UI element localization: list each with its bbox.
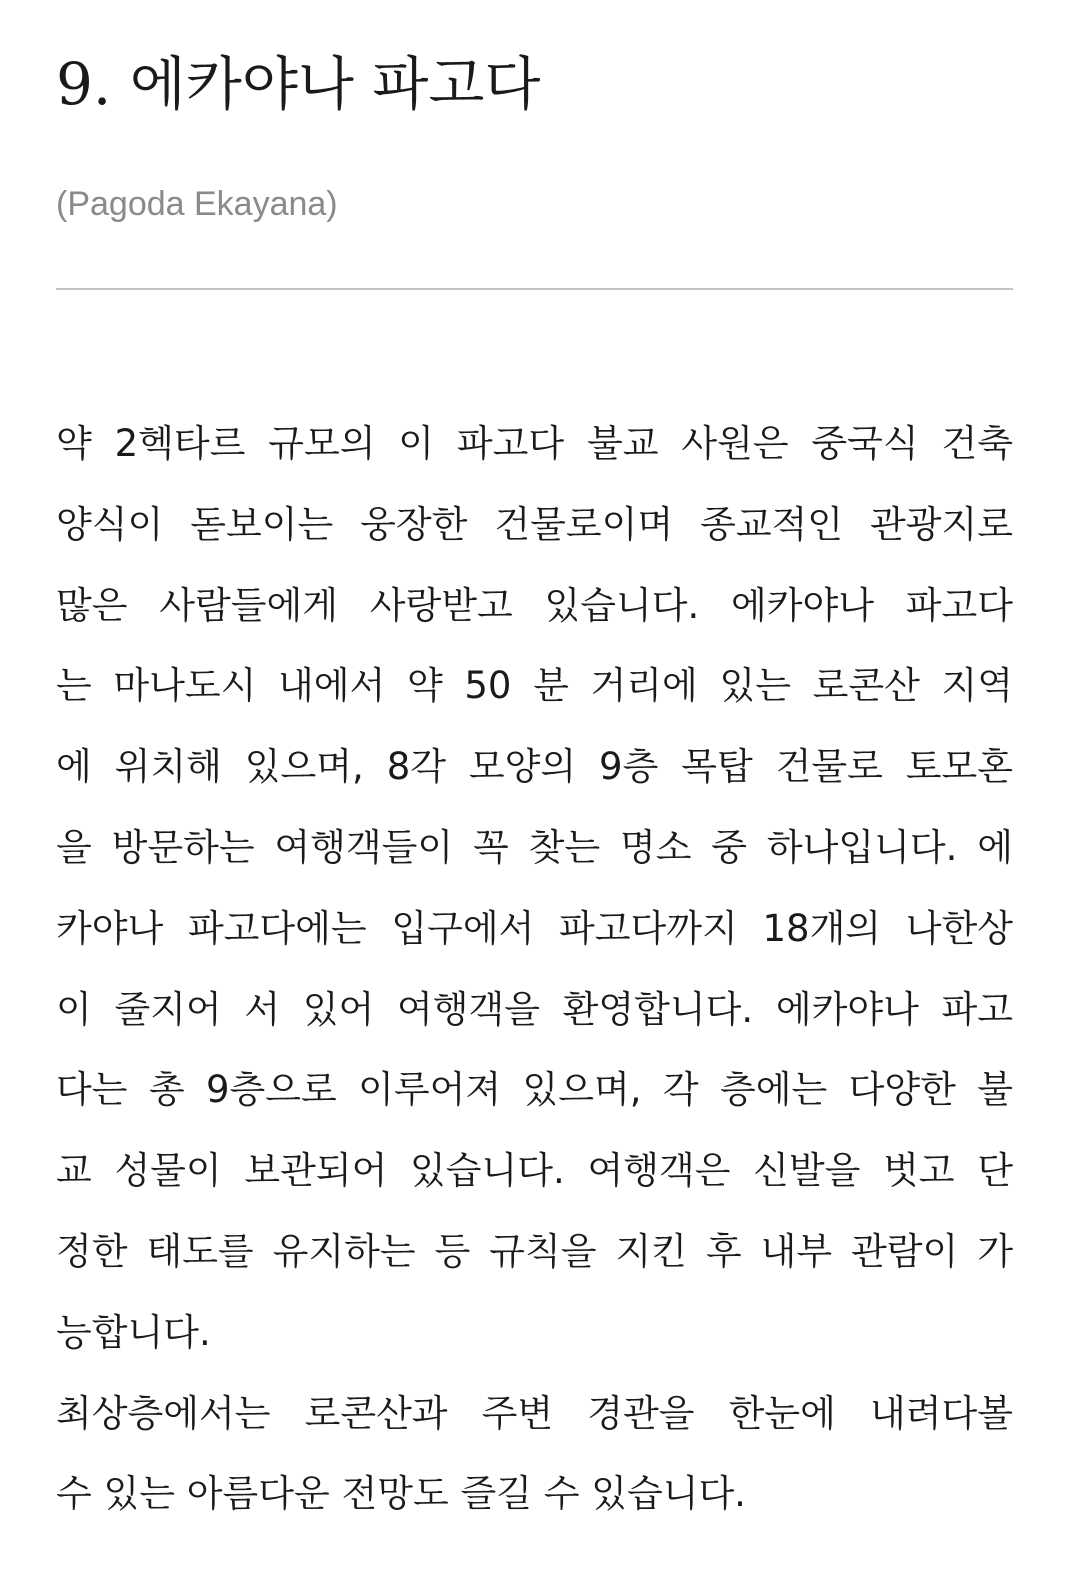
body-line: 카야나 파고다에는 입구에서 파고다까지 18개의 나한상 bbox=[56, 906, 1013, 950]
article-body bbox=[56, 404, 1013, 1535]
body-line: 을 방문하는 여행객들이 꼭 찾는 명소 중 하나입니다. 에 bbox=[56, 825, 1013, 869]
body-line: 다는 총 9층으로 이루어져 있으며, 각 층에는 다양한 불 bbox=[56, 1068, 1013, 1112]
body-line: 양식이 돋보이는 웅장한 건물로이며 종교적인 관광지로 bbox=[56, 502, 1013, 546]
body-line: 에 위치해 있으며, 8각 모양의 9층 목탑 건물로 토모혼 bbox=[56, 745, 1013, 789]
title-divider bbox=[56, 288, 1013, 290]
body-line: 정한 태도를 유지하는 등 규칙을 지킨 후 내부 관람이 가 bbox=[56, 1229, 1013, 1273]
body-line: 많은 사람들에게 사랑받고 있습니다. 에카야나 파고다 bbox=[56, 583, 1013, 627]
body-line: 수 있는 아름다운 전망도 즐길 수 있습니다. bbox=[56, 1472, 746, 1516]
body-line: 약 2헥타르 규모의 이 파고다 불교 사원은 중국식 건축 bbox=[56, 422, 1013, 465]
article-title: 9. 에카야나 파고다 bbox=[56, 50, 541, 118]
paragraph-2 bbox=[56, 1374, 1013, 1536]
body-line: 교 성물이 보관되어 있습니다. 여행객은 신발을 벗고 단 bbox=[56, 1149, 1013, 1193]
body-line: 최상층에서는 로콘산과 주변 경관을 한눈에 내려다볼 bbox=[56, 1391, 1013, 1435]
body-line: 이 줄지어 서 있어 여행객을 환영합니다. 에카야나 파고 bbox=[56, 987, 1013, 1031]
body-line: 는 마나도시 내에서 약 50 분 거리에 있는 로콘산 지역 bbox=[56, 664, 1013, 708]
paragraph-1 bbox=[56, 404, 1013, 1374]
body-line: 능합니다. bbox=[56, 1310, 211, 1354]
article-subtitle: (Pagoda Ekayana) bbox=[56, 185, 338, 223]
